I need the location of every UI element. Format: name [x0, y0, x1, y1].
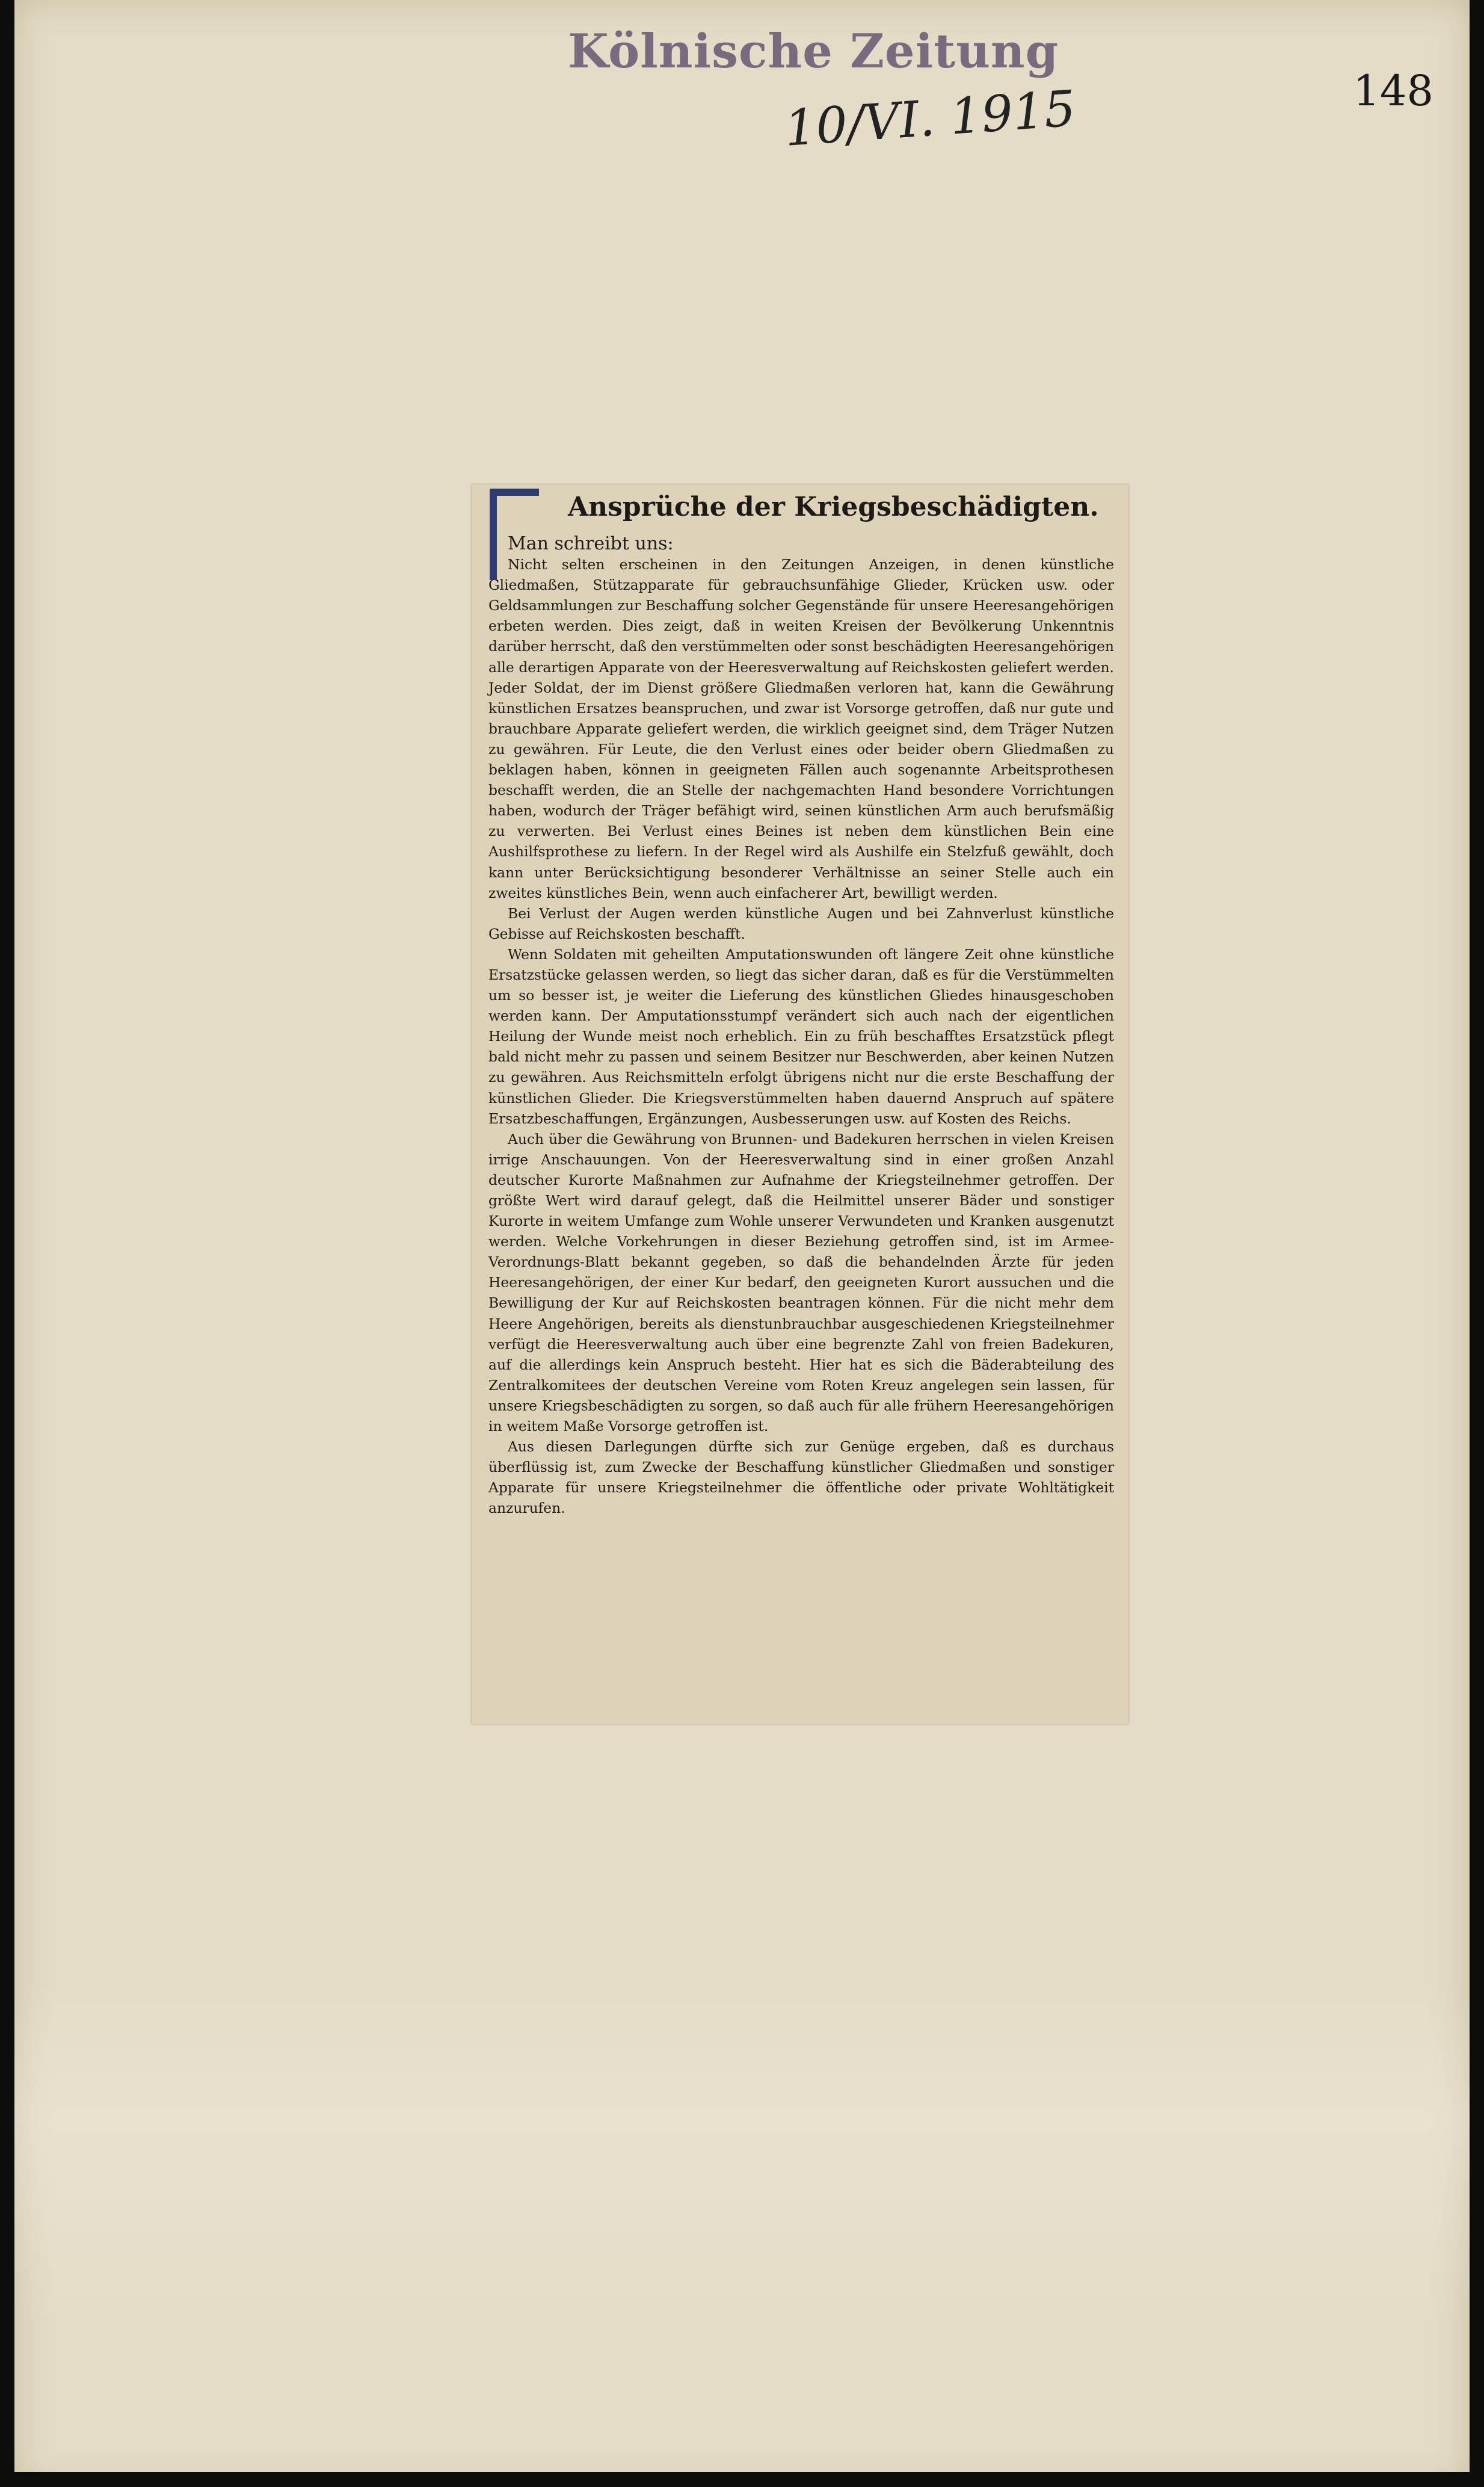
- page-number: 148: [1353, 66, 1433, 116]
- article-paragraph: Man schreibt uns:: [508, 533, 674, 554]
- blue-pencil-mark: [490, 489, 539, 580]
- newspaper-clipping: [472, 484, 1128, 1724]
- article-paragraph: Aus diesen Darlegungen dürfte sich zur Genüge ergeben, daß es durchaus überflüssig ist, zum Zwecke der Beschaffung künstlicher Gliedmaßen und sonstiger Apparate für unsere Kriegsteilnehmer die öffentliche oder private Wohltätigkeit anzurufen.: [488, 1438, 1114, 1517]
- newspaper-name-stamp: Kölnische Zeitung: [568, 24, 1059, 79]
- scan-background-edge: [0, 2472, 1484, 2487]
- article-paragraph: Nicht selten erscheinen in den Zeitungen Anzeigen, in denen künstliche Gliedmaßen, Stützapparate für gebrauchsunfähige Glieder, Krücken usw. oder Geldsammlungen zur Beschaffung solcher Gegenstände für unsere Heeresangehörigen erbeten werden. Dies zeigt, daß in weiten Kreisen der Bevölkerung Unkenntnis darüber herrscht, daß den verstümmelten oder sonst beschädigten Heeresangehörigen alle derartigen Apparate von der Heeresverwaltung auf Reichskosten geliefert werden. Jeder Soldat, der im Dienst größere Gliedmaßen verloren hat, kann die Gewährung künstlichen Ersatzes beanspruchen, und zwar ist Vorsorge getroffen, daß nur gute und brauchbare Apparate geliefert werden, die wirklich geeignet sind, dem Träger Nutzen zu gewähren. Für Leute, die den Verlust eines oder beider obern Gliedmaßen zu beklagen haben, können in geeigneten Fällen auch sogenannte Arbeitsprothesen beschafft werden, die an Stelle der nachgemachten Hand besondere Vorrichtungen haben, wodurch der Träger befähigt wird, seinen künstlichen Arm auch berufsmäßig zu verwerten. Bei Verlust eines Beines ist neben dem künstlichen Bein eine Aushilfsprothese zu liefern. In der Regel wird als Aushilfe ein Stelzfuß gewählt, doch kann unter Berücksichtigung besonderer Verhältnisse an seiner Stelle auch ein zweites künstliches Bein, wenn auch einfacherer Art, bewilligt werden.: [488, 556, 1114, 901]
- article-paragraph: Bei Verlust der Augen werden künstliche Augen und bei Zahnverlust künstliche Gebisse auf Reichskosten beschafft.: [488, 904, 1114, 942]
- article-title: Ansprüche der Kriegsbeschädigten.: [568, 492, 1099, 522]
- handwritten-date: 10/VI. 1915: [783, 80, 1078, 158]
- scan-fade-band: [14, 1986, 1470, 2323]
- article-paragraph: Auch über die Gewährung von Brunnen- und Badekuren herrschen in vielen Kreisen irrige Anschauungen. Von der Heeresverwaltung sind in einer großen Anzahl deutscher Kurorte Maßnahmen zur Aufnahme der Kriegsteilnehmer getroffen. Der größte Wert wird darauf gelegt, daß die Heilmittel unserer Bäder und sonstiger Kurorte in weitem Umfange zum Wohle unserer Verwundeten und Kranken ausgenutzt werden. Welche Vorkehrungen in dieser Beziehung getroffen sind, ist im Armee-Verordnungs-Blatt bekannt gegeben, so daß die behandelnden Ärzte für jeden Heeresangehörigen, der einer Kur bedarf, den geeigneten Kurort aussuchen und die Bewilligung der Kur auf Reichskosten beantragen können. Für die nicht mehr dem Heere Angehörigen, bereits als dienstunbrauchbar ausgeschiedenen Kriegsteilnehmer verfügt die Heeresverwaltung auch über eine begrenzte Zahl von freien Badekuren, auf die allerdings kein Anspruch besteht. Hier hat es sich die Bäderabteilung des Zentralkomitees der deutschen Vereine vom Roten Kreuz angelegen sein lassen, für unsere Kriegsbeschädigten zu sorgen, so daß auch für alle frühern Heeresangehörigen in weitem Maße Vorsorge getroffen ist.: [488, 1130, 1114, 1435]
- archive-sheet: [14, 0, 1470, 2487]
- article-body: [488, 534, 1114, 1519]
- article-paragraph: Wenn Soldaten mit geheilten Amputationswunden oft längere Zeit ohne künstliche Ersatzstücke gelassen werden, so liegt das sicher daran, daß es für die Verstümmelten um so besser ist, je weiter die Lieferung des künstlichen Gliedes hinausgeschoben werden kann. Der Amputationsstumpf verändert sich auch nach der eigentlichen Heilung der Wunde meist noch erheblich. Ein zu früh beschafftes Ersatzstück pflegt bald nicht mehr zu passen und seinem Besitzer nur Beschwerden, aber keinen Nutzen zu gewähren. Aus Reichsmitteln erfolgt übrigens nicht nur die erste Beschaffung der künstlichen Glieder. Die Kriegsverstümmelten haben dauernd Anspruch auf spätere Ersatzbeschaffungen, Ergänzungen, Ausbesserungen usw. auf Kosten des Reichs.: [488, 945, 1114, 1127]
